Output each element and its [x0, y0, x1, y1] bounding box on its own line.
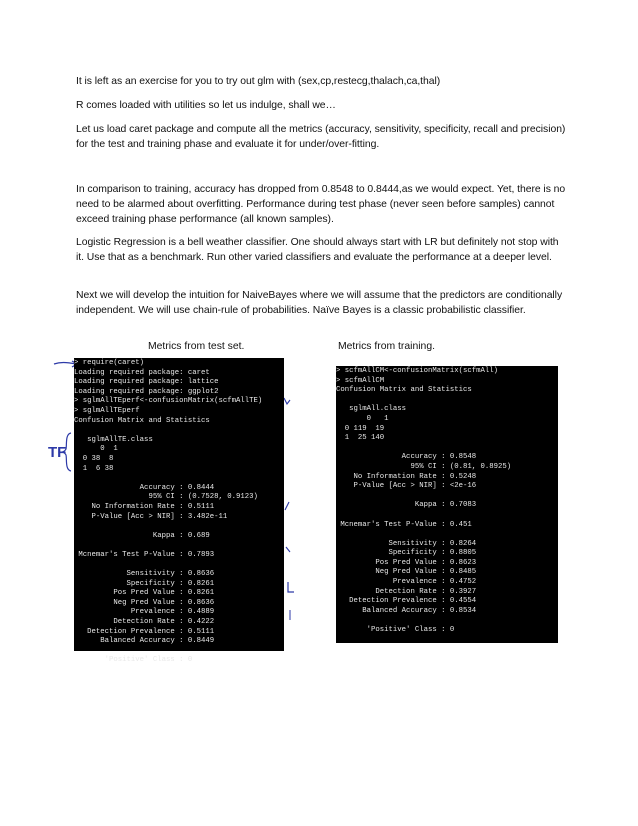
stroke-mark-icon — [283, 500, 291, 512]
console-line: Mcnemar's Test P-Value : 0.451 — [336, 520, 472, 529]
console-line — [336, 616, 558, 626]
console-line: > require(caret) — [74, 359, 145, 367]
caption-test-metrics: Metrics from test set. — [148, 341, 245, 352]
paragraph-glm-exercise: It is left as an exercise for you to try out glm with (sex,cp,restecg,thalach,ca,thal) — [76, 76, 441, 87]
console-line: P-Value [Acc > NIR] : <2e-16 — [336, 482, 477, 491]
console-line: Detection Rate : 0.4222 — [74, 618, 215, 627]
console-line: Kappa : 0.7083 — [336, 501, 477, 510]
console-line: 1 6 38 — [74, 464, 114, 473]
paragraph-naive-bayes: Next we will develop the intuition for NaiveBayes where we will assume that the predictors are conditionally independent. We will use chain-rule of probabilities. Naïve Bayes is a classic probabilistic classifier. — [76, 290, 563, 316]
console-line — [74, 426, 284, 436]
console-line: 0 38 8 — [74, 454, 114, 463]
console-line: > scfmAllCM — [336, 376, 385, 385]
console-line: > sglmAllTEperf — [74, 406, 140, 415]
console-line: Loading required package: lattice — [74, 378, 219, 387]
console-line: Neg Pred Value : 0.8485 — [336, 568, 477, 577]
console-line: > scfmAllCM<-confusionMatrix(scfmAll) — [336, 367, 499, 375]
console-line: Loading required package: caret — [74, 368, 210, 377]
console-line: sglmAll.class — [336, 405, 407, 414]
console-line: Prevalence : 0.4889 — [74, 608, 215, 617]
paragraph-caret-metrics: Let us load caret package and compute all the metrics (accuracy, sensitivity, specificity, recall and precision) for the test and training phase and evaluate it for under/over-fitting. — [76, 124, 566, 150]
console-line: Mcnemar's Test P-Value : 0.7893 — [74, 550, 215, 559]
stroke-mark-icon — [284, 545, 292, 555]
console-line: Specificity : 0.8261 — [74, 579, 215, 588]
console-line: No Information Rate : 0.5111 — [74, 502, 215, 511]
console-line: Kappa : 0.689 — [74, 531, 210, 540]
console-line — [74, 522, 284, 532]
console-line: Accuracy : 0.8548 — [336, 453, 477, 462]
console-line: 'Positive' Class : 0 — [74, 656, 193, 665]
console-line: P-Value [Acc > NIR] : 3.482e-11 — [74, 512, 228, 521]
console-line: Detection Rate : 0.3927 — [336, 587, 477, 596]
console-line — [336, 530, 558, 540]
console-line: 'Positive' Class : 0 — [336, 626, 455, 635]
brace-annotation-icon — [60, 431, 74, 473]
console-line — [74, 474, 284, 484]
console-line: Pos Pred Value : 0.8623 — [336, 558, 477, 567]
paragraph-accuracy-comparison: In comparison to training, accuracy has dropped from 0.8548 to 0.8444,as we would expect. Yet, there is no need to be alarmed about overfitting. Performance during test phase (never seen before samples) cannot exceed training phase performance (all known samples). — [76, 184, 566, 225]
console-line: sglmAllTE.class — [74, 435, 153, 444]
console-line: 0 1 — [336, 414, 389, 423]
console-line: Confusion Matrix and Statistics — [336, 386, 472, 395]
console-line: Pos Pred Value : 0.8261 — [74, 589, 215, 598]
console-line: > sglmAllTEperf<-confusionMatrix(scfmAllTE) — [74, 397, 263, 406]
console-line: No Information Rate : 0.5248 — [336, 472, 477, 481]
console-line — [74, 541, 284, 551]
console-line: 0 1 — [74, 445, 118, 454]
console-line: Sensitivity : 0.8636 — [74, 570, 215, 579]
console-line — [336, 396, 558, 406]
console-line: Accuracy : 0.8444 — [74, 483, 215, 492]
console-line: Balanced Accuracy : 0.8449 — [74, 637, 215, 646]
console-line: Detection Prevalence : 0.4554 — [336, 597, 477, 606]
console-line: Loading required package: ggplot2 — [74, 387, 219, 396]
console-line — [74, 560, 284, 570]
caption-training-metrics: Metrics from training. — [338, 341, 436, 352]
console-line: 0 119 19 — [336, 424, 385, 433]
console-line: Prevalence : 0.4752 — [336, 578, 477, 587]
console-line — [336, 511, 558, 521]
tf-annotation: TF — [48, 444, 67, 461]
console-line — [74, 647, 284, 657]
console-line: Detection Prevalence : 0.5111 — [74, 627, 215, 636]
console-line: Balanced Accuracy : 0.8534 — [336, 606, 477, 615]
console-line: Confusion Matrix and Statistics — [74, 416, 210, 425]
console-line: 95% CI : (0.81, 0.8925) — [336, 462, 512, 471]
console-line — [336, 492, 558, 502]
console-line: Specificity : 0.8805 — [336, 549, 477, 558]
console-training-metrics — [336, 366, 558, 643]
console-line — [336, 444, 558, 454]
console-test-metrics — [74, 358, 284, 665]
paragraph-r-utilities: R comes loaded with utilities so let us indulge, shall we… — [76, 100, 336, 111]
hook-mark-icon — [284, 580, 296, 596]
stroke-mark-icon — [286, 608, 294, 622]
console-line: 1 25 140 — [336, 434, 385, 443]
console-line: Neg Pred Value : 0.8636 — [74, 598, 215, 607]
console-line: 95% CI : (0.7528, 0.9123) — [74, 493, 258, 502]
paragraph-logistic-regression: Logistic Regression is a bell weather classifier. One should always start with LR but definitely not stop with it. Use that as a benchmark. Run other varied classifiers and evaluate the performance at a deeper level. — [76, 237, 559, 263]
console-line: Sensitivity : 0.8264 — [336, 539, 477, 548]
